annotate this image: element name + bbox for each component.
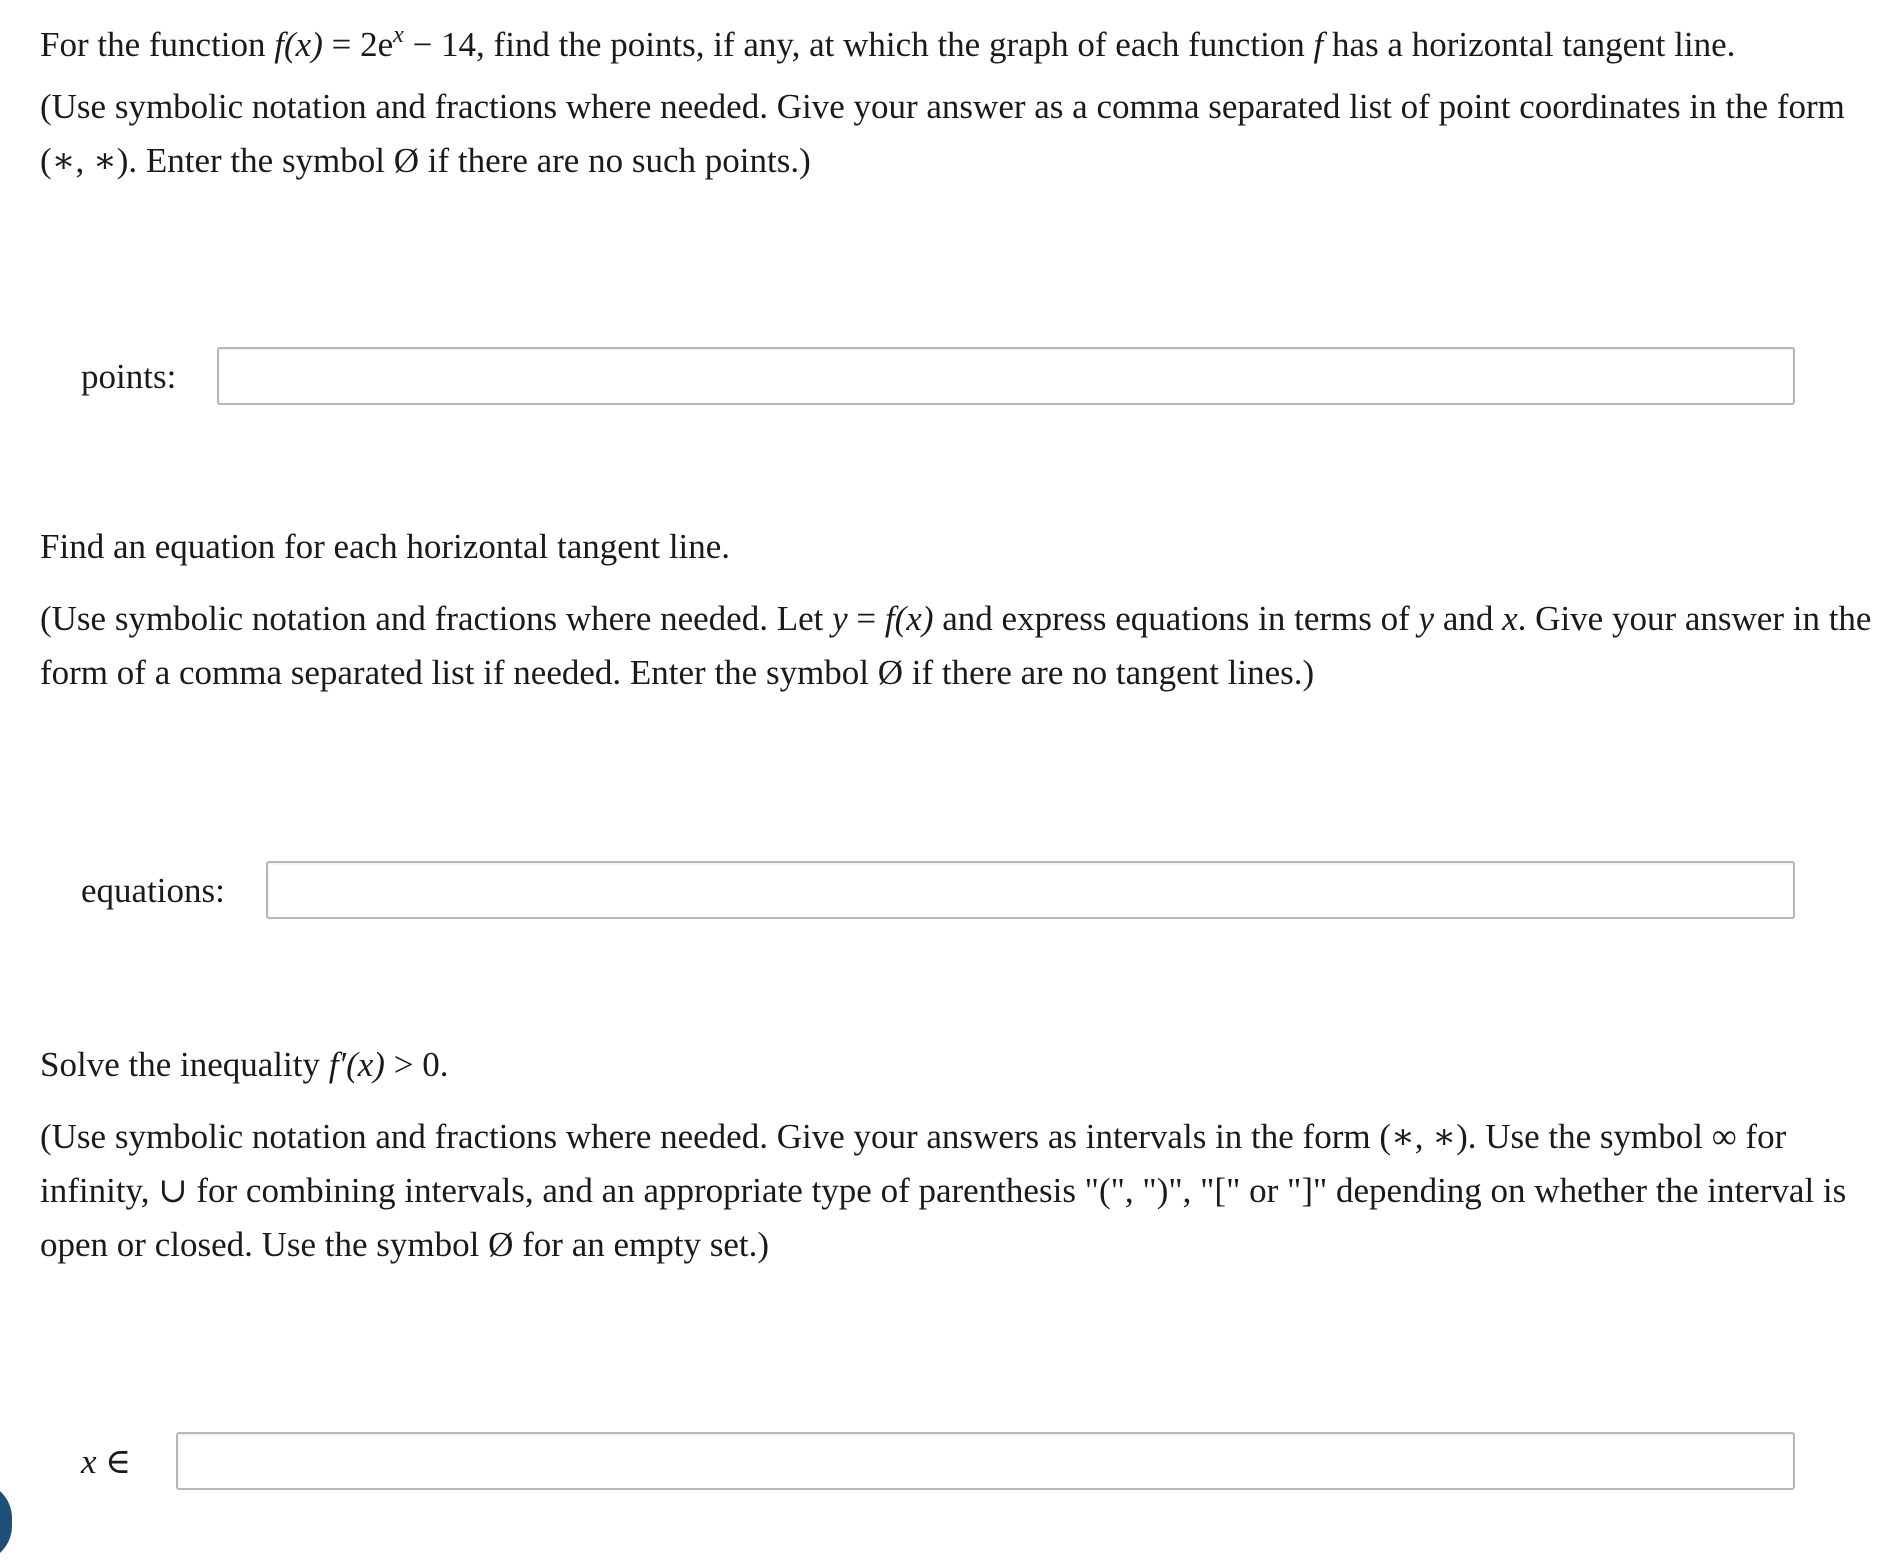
points-answer-row [40,347,1880,409]
equations-label: equations: [81,871,225,910]
q2-note-part1: (Use symbolic notation and fractions where needed. Let [40,599,833,638]
q2-note-f-arg: (x) [894,599,934,638]
q2-note-eq: = [847,599,885,638]
question-3-instructions: (Use symbolic notation and fractions where needed. Give your answers as intervals in the form (∗, ∗). Use the symbol ∞ for infinity, ∪ for combining intervals, and an appropriate type of parenthesis "(", ")", "[" or "]" depending on whether the interval is open or closed. Use the symbol Ø for an empty set.) [40,1117,1847,1264]
q3-fprime-arg: (x) [346,1045,385,1084]
q1-f-symbol: f [1313,25,1324,64]
q1-exponent: x [393,22,404,48]
corner-tab-icon [0,1482,12,1562]
question-1-text [40,8,1880,72]
q2-note-part3: . Give your answer in the form of a comma separated list if needed. Enter the symbol Ø if there are no tangent lines.) [40,599,1872,692]
equations-input[interactable] [266,861,1795,919]
interval-input[interactable] [176,1432,1795,1490]
question-2-text: Find an equation for each horizontal tangent line. [40,527,731,566]
interval-label-symbol: ∈ [96,1442,132,1481]
q2-note-part2: and express equations in terms of [933,599,1419,638]
interval-label-var: x [81,1442,97,1481]
q2-note-and: and [1434,599,1503,638]
q2-note-f: f [884,599,895,638]
q1-function-rest: − 14, find the points, if any, at which the graph of each function [403,25,1314,64]
question-2-instructions [40,592,1880,700]
points-label: points: [81,357,177,396]
q1-prefix: For the function [40,25,275,64]
q1-function-arg: (x) [284,25,323,64]
q2-note-y: y [832,599,848,638]
interval-label [81,1440,131,1484]
q1-suffix: has a horizontal tangent line. [1323,25,1736,64]
q1-equals: = 2e [322,25,394,64]
q3-suffix: > 0. [384,1045,449,1084]
q3-fprime: f′ [328,1045,347,1084]
interval-answer-row [40,1432,1880,1494]
points-input[interactable] [217,347,1795,405]
question-1-instructions: (Use symbolic notation and fractions where needed. Give your answer as a comma separated list of point coordinates in the form (∗, ∗). Enter the symbol Ø if there are no such points.) [40,87,1845,180]
equations-answer-row [40,861,1880,923]
q2-note-y2: y [1418,599,1435,638]
question-3-text [40,1038,1880,1092]
q3-prefix: Solve the inequality [40,1045,329,1084]
q1-function-name: f [274,25,285,64]
q2-note-x: x [1502,599,1518,638]
